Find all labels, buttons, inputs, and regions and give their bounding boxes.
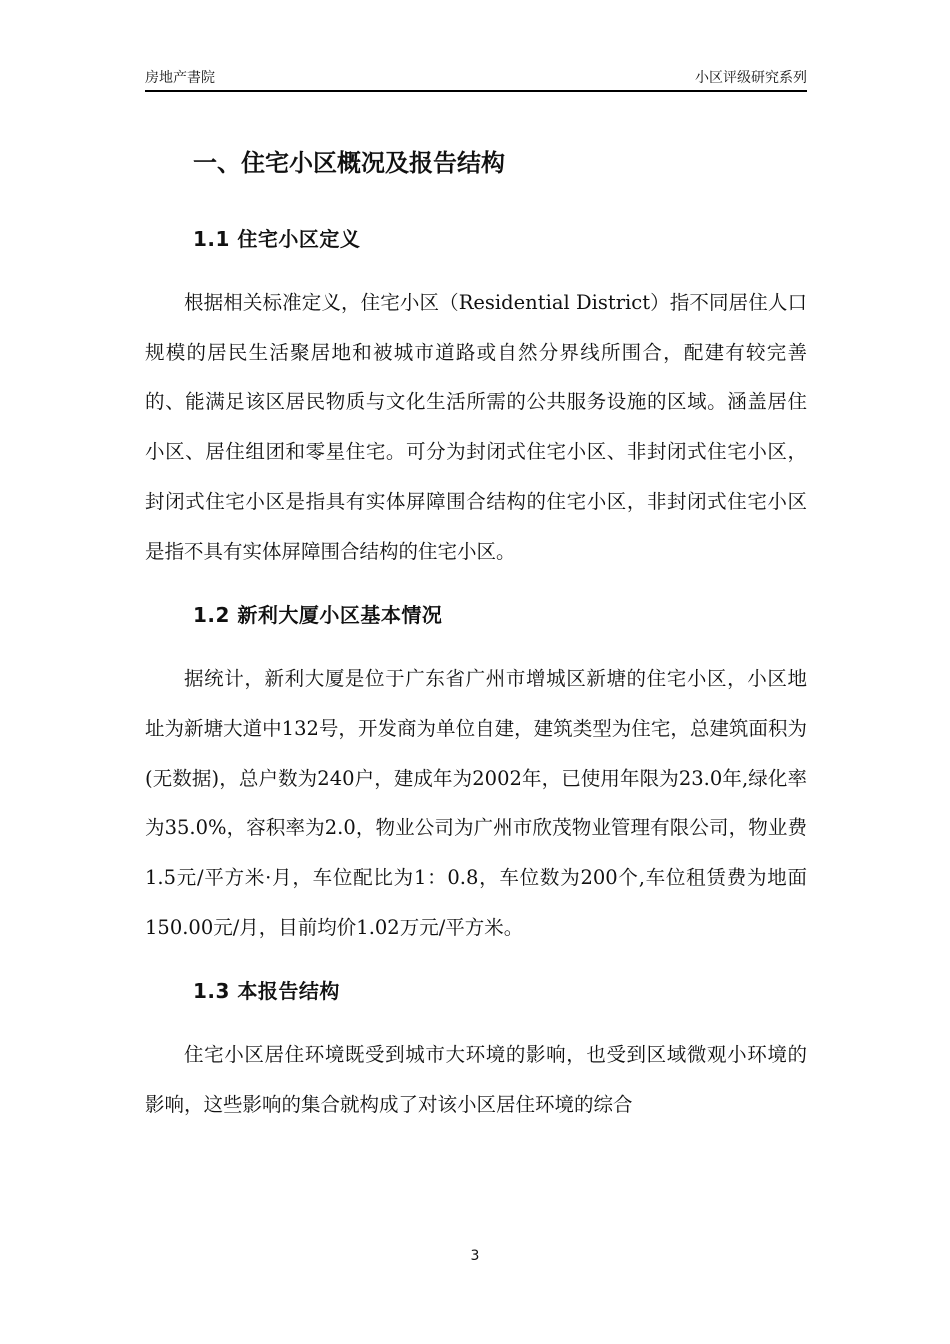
- paragraph-report-structure: 住宅小区居住环境既受到城市大环境的影响，也受到区域微观小环境的影响，这些影响的集合就构成了对该小区居住环境的综合: [145, 1043, 807, 1117]
- subsection-heading-report-structure: 1.3 本报告结构: [193, 979, 340, 1004]
- page-number: 3: [470, 1248, 480, 1264]
- paragraph-definition: 根据相关标准定义，住宅小区（Residential District）指不同居住人口规模的居民生活聚居地和被城市道路或自然分界线所围合，配建有较完善的、能满足该区居民物质与文化生活所需的公共服务设施的区域。涵盖居住小区、居住组团和零星住宅。可分为封闭式住宅小区、非封闭式住宅小区，封闭式住宅小区是指具有实体屏障围合结构的住宅小区，非封闭式住宅小区是指不具有实体屏障围合结构的住宅小区。: [145, 291, 807, 563]
- document-body: [145, 138, 807, 1130]
- header-series-title: 小区评级研究系列: [695, 70, 807, 86]
- section-heading: 一、住宅小区概况及报告结构: [193, 149, 505, 177]
- subsection-heading-definition: 1.1 住宅小区定义: [193, 227, 361, 251]
- header-publisher: 房地产書院: [145, 70, 215, 86]
- page-header: [145, 64, 807, 92]
- subsection-heading-basic-info: 1.2 新利大厦小区基本情况: [193, 603, 443, 628]
- paragraph-basic-info: 据统计，新利大厦是位于广东省广州市增城区新塘的住宅小区，小区地址为新塘大道中132号，开发商为单位自建，建筑类型为住宅，总建筑面积为(无数据)，总户数为240户，建成年为2002年，已使用年限为23.0年,绿化率为35.0%，容积率为2.0，物业公司为广州市欣茂物业管理有限公司，物业费1.5元/平方米·月，车位配比为1：0.8，车位数为200个,车位租赁费为地面150.00元/月，目前均价1.02万元/平方米。: [145, 667, 807, 939]
